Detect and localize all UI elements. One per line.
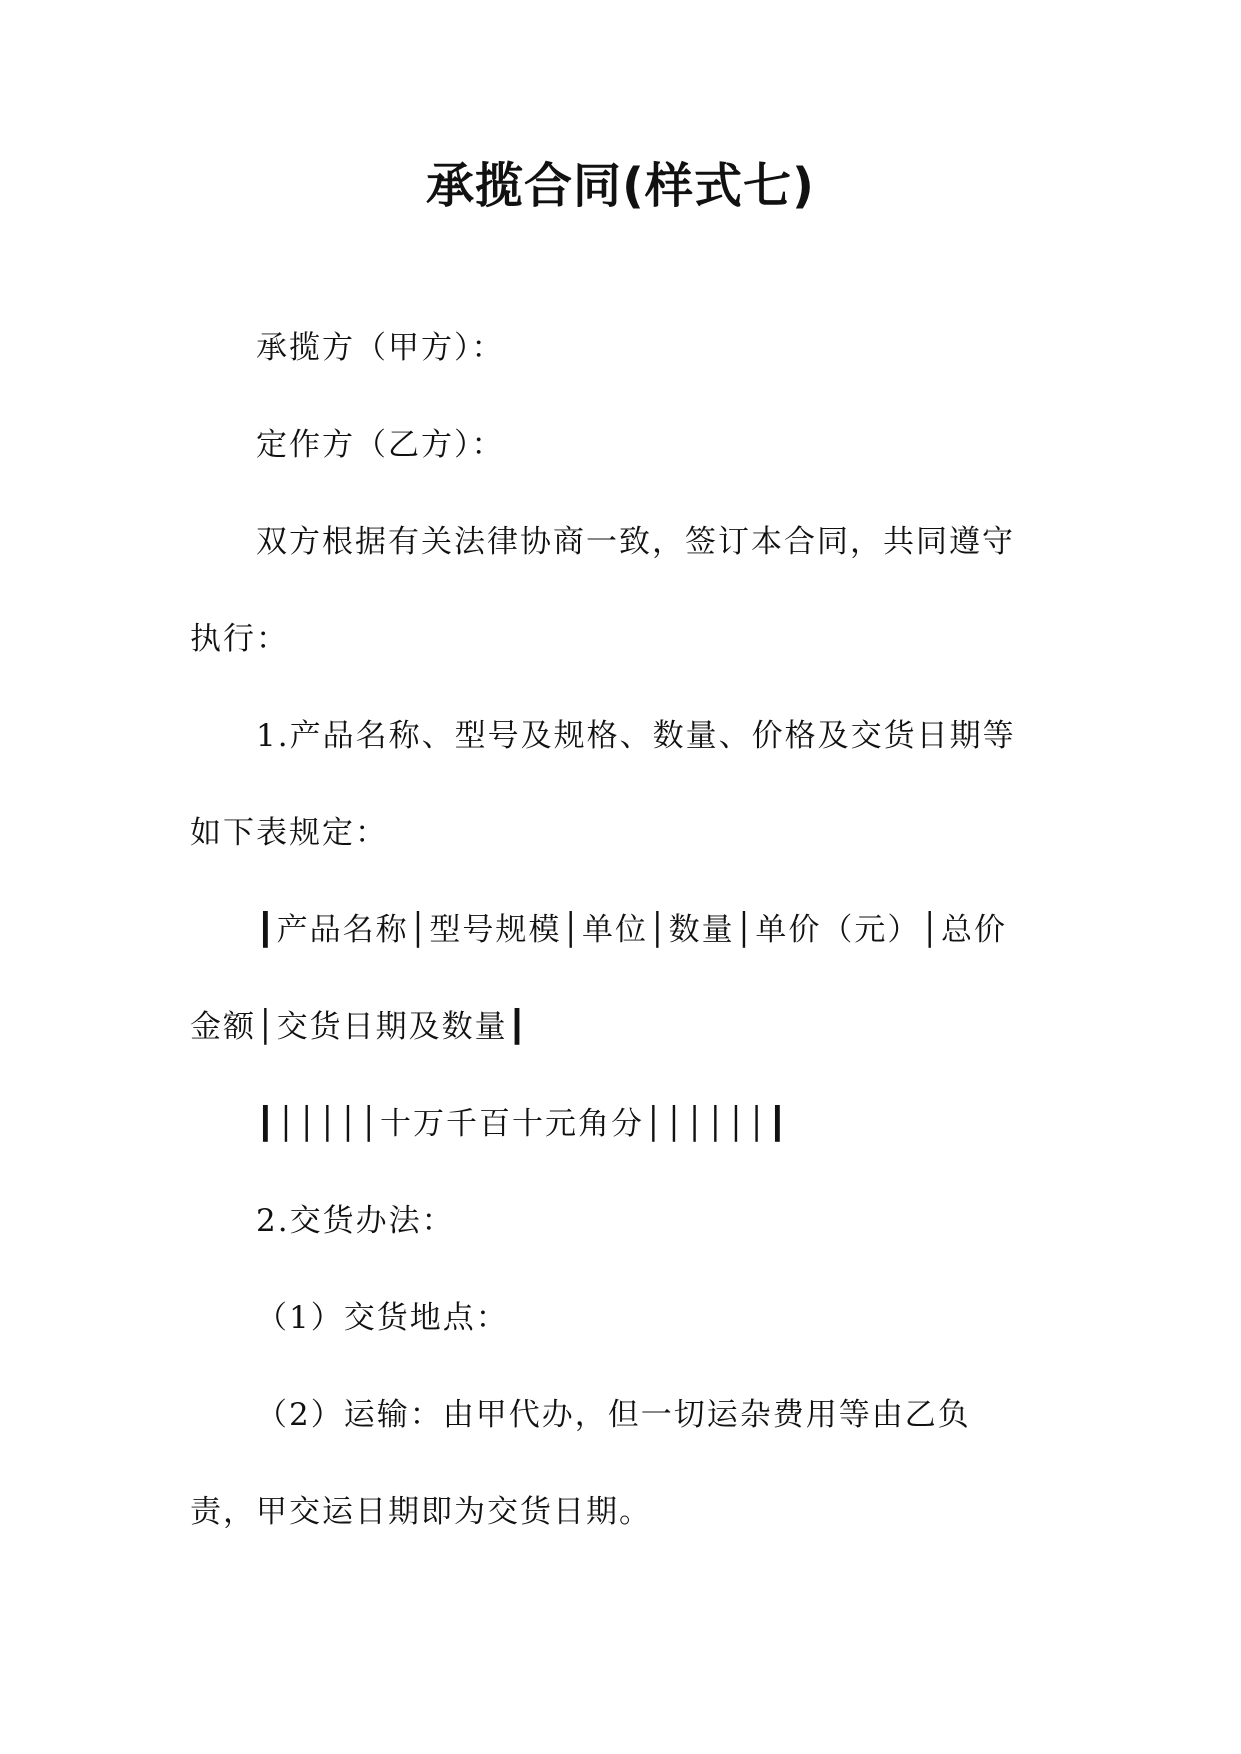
paragraph-orderer: 定作方（乙方）：	[256, 427, 505, 463]
paragraph-agreement: 双方根据有关法律协商一致，签订本合同，共同遵守执行：	[190, 524, 1015, 657]
paragraph-item-2: 2.交货办法：	[256, 1203, 455, 1239]
paragraph-table-header: ┃产品名称│型号规模│单位│数量│单价（元）│总价金额│交货日期及数量┃	[190, 912, 1007, 1045]
paragraph-item-1: 1.产品名称、型号及规格、数量、价格及交货日期等如下表规定：	[190, 718, 1016, 851]
paragraph-delivery-location: （1）交货地点：	[256, 1300, 509, 1336]
document-title: 承揽合同(样式七)	[426, 158, 815, 214]
paragraph-table-row: ┃│││││十万千百十元角分││││││┃	[256, 1106, 789, 1142]
paragraph-contractor: 承揽方（甲方）：	[256, 330, 505, 366]
document-body	[190, 300, 1030, 1561]
paragraph-transport: （2）运输：由甲代办，但一切运杂费用等由乙负责，甲交运日期即为交货日期。	[190, 1397, 971, 1530]
